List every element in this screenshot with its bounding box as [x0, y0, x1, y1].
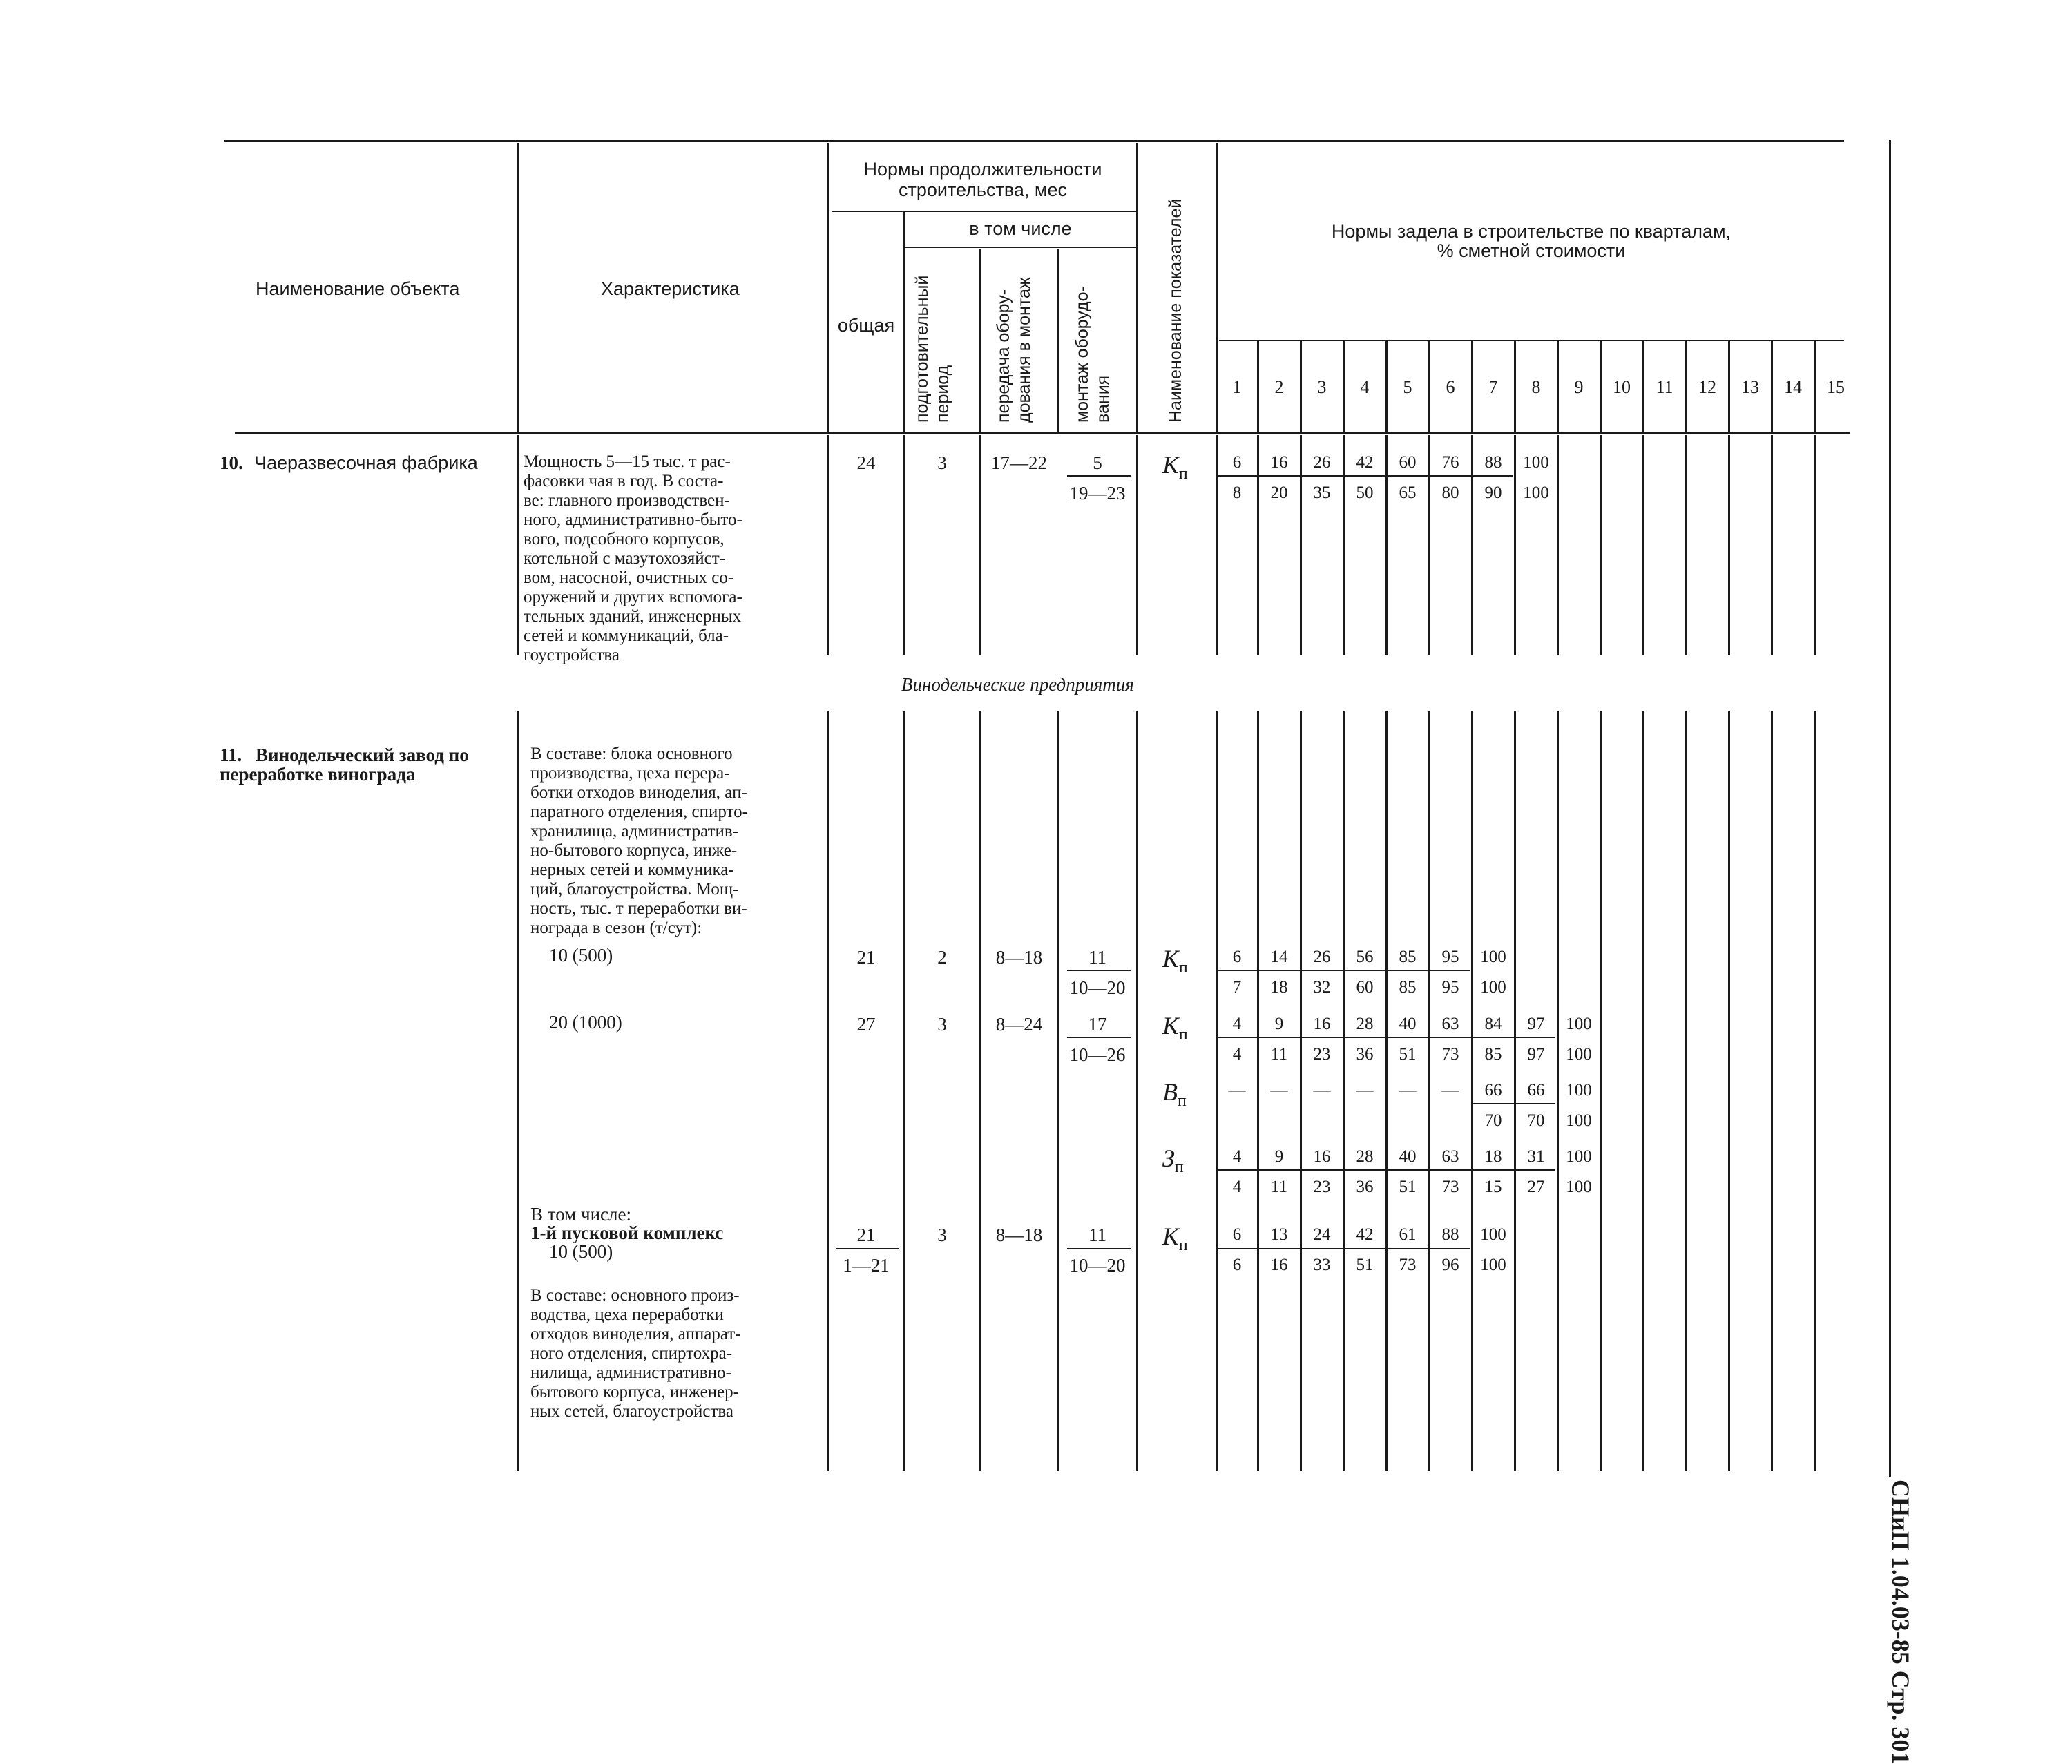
backlog-cell: — — [1313, 1081, 1331, 1100]
backlog-cell: 95 — [1441, 978, 1459, 997]
fraction-line — [836, 1248, 899, 1249]
row11-characteristics — [530, 745, 748, 938]
complex-prep: 3 — [937, 1225, 947, 1245]
backlog-cell: 65 — [1399, 483, 1417, 502]
section-title: Винодельческие предприятия — [901, 674, 1134, 695]
quarter-number: 11 — [1656, 377, 1673, 397]
row11a-indicator: $К_п$ — [1162, 945, 1188, 977]
body-vline — [1642, 435, 1644, 655]
text-line: бытового корпуса, инженер- — [530, 1383, 739, 1401]
complex-indicator: $К_п$ — [1162, 1223, 1188, 1255]
backlog-cell: — — [1399, 1081, 1417, 1100]
text-line: ций, благоустройства. Мощ- — [530, 880, 739, 899]
row10-install-bottom: 19—23 — [1069, 483, 1126, 504]
backlog-cell: 100 — [1480, 1225, 1506, 1244]
backlog-cell: 80 — [1441, 483, 1459, 502]
body-vline — [517, 435, 519, 655]
prep-period-header — [912, 276, 953, 423]
row11a-prep: 2 — [937, 947, 947, 968]
row11b-prep: 3 — [937, 1014, 947, 1035]
hdr-vline — [1057, 249, 1059, 433]
text-line: нограда в сезон (т/сут): — [530, 919, 702, 937]
body-vline — [1685, 435, 1687, 655]
backlog-cell: 85 — [1484, 1045, 1502, 1064]
row10-transfer: 17—22 — [991, 452, 1047, 473]
in-that-divider — [903, 247, 1136, 248]
backlog-cell: 100 — [1566, 1081, 1592, 1100]
body-vline — [1057, 711, 1059, 1471]
text-line: паратного отделения, спирто- — [530, 803, 748, 821]
backlog-cell: 23 — [1313, 1045, 1331, 1064]
text-line: вого, подсобного корпусов, — [524, 530, 725, 548]
backlog-cell: 42 — [1356, 1225, 1374, 1244]
body-vline — [903, 711, 905, 1471]
body-vline — [827, 711, 829, 1471]
text-line: В составе: основного произ- — [530, 1286, 740, 1305]
backlog-cell: 100 — [1523, 483, 1549, 502]
text-line: ного отделения, спиртохра- — [530, 1344, 733, 1363]
complex-transfer: 8—18 — [995, 1225, 1043, 1245]
backlog-cell: 97 — [1527, 1015, 1545, 1033]
body-vline — [979, 711, 981, 1471]
norms-duration-line1: Нормы продолжительности — [863, 159, 1102, 180]
backlog-cell: 50 — [1356, 483, 1374, 502]
backlog-cell: 26 — [1313, 948, 1331, 966]
backlog-cell: 60 — [1356, 978, 1374, 997]
complex-title: 1-й пусковой комплекс — [530, 1223, 724, 1243]
text-line: В составе: блока основного — [530, 745, 733, 763]
text-line: ного, административно-быто- — [524, 510, 742, 529]
equip-transfer-line1: передача обору- — [994, 289, 1013, 423]
backlog-cell: 8 — [1232, 483, 1242, 502]
fraction-line — [1067, 1248, 1131, 1249]
backlog-header-line1: Нормы задела в строительстве по кварталам, — [1331, 221, 1732, 242]
fraction-line — [1217, 1248, 1470, 1249]
fraction-line — [1217, 475, 1513, 477]
backlog-cell: 18 — [1484, 1147, 1502, 1166]
prep-period-line1: подготовительный — [912, 275, 932, 423]
backlog-cell: 6 — [1232, 1225, 1242, 1244]
quarter-number: 12 — [1698, 377, 1716, 397]
backlog-cell: 51 — [1399, 1045, 1417, 1064]
text-line: ность, тыс. т переработки ви- — [530, 899, 747, 918]
body-vline — [1600, 711, 1602, 1471]
backlog-cell: 18 — [1270, 978, 1288, 997]
backlog-cell: 9 — [1274, 1015, 1284, 1033]
backlog-cell: 42 — [1356, 453, 1374, 472]
norms-divider — [832, 211, 1136, 212]
text-line: нерных сетей и коммуника- — [530, 861, 734, 879]
row11b-v-indicator: $В_п$ — [1162, 1078, 1187, 1111]
backlog-cell: 40 — [1399, 1147, 1417, 1166]
body-vline — [1600, 435, 1602, 655]
backlog-cell: 4 — [1232, 1147, 1242, 1166]
equip-install-line1: монтаж оборудо- — [1073, 286, 1092, 423]
backlog-cell: 63 — [1441, 1015, 1459, 1033]
backlog-cell: 16 — [1313, 1147, 1331, 1166]
total-header: общая — [837, 315, 895, 336]
quarter-number: 7 — [1488, 377, 1498, 397]
body-vline — [1642, 711, 1644, 1471]
backlog-divider — [1219, 340, 1844, 341]
backlog-cell: 96 — [1441, 1256, 1459, 1274]
backlog-cell: 51 — [1356, 1256, 1374, 1274]
quarter-number: 8 — [1531, 377, 1541, 397]
backlog-cell: 6 — [1232, 948, 1242, 966]
row11-name-line1: Винодельческий завод по — [256, 745, 469, 765]
fraction-line — [1471, 1103, 1555, 1104]
quarter-number: 15 — [1827, 377, 1845, 397]
body-vline — [1728, 711, 1730, 1471]
header-bottom-rule — [235, 432, 1850, 434]
text-line: оружений и других вспомога- — [524, 588, 742, 606]
complex-intro: В том числе: — [530, 1204, 631, 1225]
row11b-transfer: 8—24 — [995, 1014, 1043, 1035]
backlog-cell: 56 — [1356, 948, 1374, 966]
fraction-line — [1217, 1169, 1555, 1171]
row11b-k-indicator: $К_п$ — [1162, 1012, 1188, 1044]
backlog-cell: 100 — [1566, 1147, 1592, 1166]
quarter-number: 14 — [1784, 377, 1802, 397]
backlog-cell: 63 — [1441, 1147, 1459, 1166]
body-vline — [1728, 435, 1730, 655]
row10-num: 10. — [220, 452, 243, 473]
backlog-cell: 73 — [1441, 1045, 1459, 1064]
in-that-header: в том числе — [969, 218, 1072, 239]
hdr-vline — [979, 249, 981, 433]
backlog-cell: 73 — [1441, 1178, 1459, 1196]
body-vline — [1136, 435, 1138, 655]
backlog-cell: 4 — [1232, 1015, 1242, 1033]
backlog-cell: 90 — [1484, 483, 1502, 502]
hdr-vline — [903, 212, 905, 433]
backlog-cell: 66 — [1527, 1081, 1545, 1100]
backlog-cell: 24 — [1313, 1225, 1331, 1244]
backlog-cell: 88 — [1484, 453, 1502, 472]
backlog-cell: 11 — [1270, 1045, 1288, 1064]
backlog-cell: 20 — [1270, 483, 1288, 502]
fraction-line — [1217, 1037, 1555, 1038]
complex-install-bottom: 10—20 — [1069, 1255, 1126, 1276]
backlog-cell: 76 — [1441, 453, 1459, 472]
body-vline — [1557, 435, 1559, 655]
body-vline — [1771, 435, 1773, 655]
backlog-cell: 97 — [1527, 1045, 1545, 1064]
row10-install-top: 5 — [1093, 452, 1102, 473]
right-border — [1889, 140, 1891, 1477]
text-line: Мощность 5—15 тыс. т рас- — [524, 452, 731, 471]
row10-total: 24 — [856, 452, 876, 473]
quarter-number: 6 — [1446, 377, 1455, 397]
backlog-cell: 100 — [1566, 1045, 1592, 1064]
backlog-cell: 9 — [1274, 1147, 1284, 1166]
row11a-transfer: 8—18 — [995, 947, 1043, 968]
row10-characteristics — [524, 452, 742, 665]
body-vline — [1685, 711, 1687, 1471]
row11a-label: 10 (500) — [549, 945, 613, 966]
row11b-install-bottom: 10—26 — [1069, 1044, 1126, 1065]
page-reference: СНиП 1.04.03-85 Стр. 301 — [1887, 1479, 1915, 1764]
backlog-header-line2: % сметной стоимости — [1437, 240, 1626, 261]
top-rule — [224, 140, 1844, 142]
row11-name-line2: переработке винограда — [220, 764, 416, 785]
complex-total-bottom: 1—21 — [843, 1255, 890, 1276]
indicator-header: Наименование показателей — [1166, 198, 1185, 423]
text-line: вом, насосной, очистных со- — [524, 568, 734, 587]
backlog-cell: 23 — [1313, 1178, 1331, 1196]
backlog-cell: 26 — [1313, 453, 1331, 472]
backlog-cell: — — [1441, 1081, 1459, 1100]
backlog-cell: 35 — [1313, 483, 1331, 502]
hdr-vline — [517, 143, 519, 433]
complex-label: 10 (500) — [549, 1241, 613, 1262]
backlog-cell: 4 — [1232, 1178, 1242, 1196]
backlog-cell: 14 — [1270, 948, 1288, 966]
backlog-cell: 61 — [1399, 1225, 1417, 1244]
backlog-cell: 31 — [1527, 1147, 1545, 1166]
quarter-number: 13 — [1741, 377, 1759, 397]
backlog-cell: 33 — [1313, 1256, 1331, 1274]
quarter-number: 4 — [1360, 377, 1370, 397]
text-line: фасовки чая в год. В соста- — [524, 472, 724, 490]
backlog-cell: 28 — [1356, 1147, 1374, 1166]
body-vline — [1814, 711, 1816, 1471]
backlog-cell: 6 — [1232, 453, 1242, 472]
backlog-cell: 100 — [1566, 1178, 1592, 1196]
text-line: ве: главного производствен- — [524, 491, 730, 510]
body-vline — [517, 711, 519, 1471]
backlog-cell: 7 — [1232, 978, 1242, 997]
text-line: отходов виноделия, аппарат- — [530, 1325, 741, 1343]
backlog-cell: 85 — [1399, 948, 1417, 966]
row11a-install-top: 11 — [1088, 947, 1106, 968]
row11b-install-top: 17 — [1088, 1014, 1107, 1035]
backlog-cell: 100 — [1566, 1015, 1592, 1033]
backlog-cell: 13 — [1270, 1225, 1288, 1244]
backlog-cell: 36 — [1356, 1045, 1374, 1064]
text-line: тельных зданий, инженерных — [524, 607, 742, 626]
text-line: хранилища, административ- — [530, 822, 739, 841]
backlog-cell: 100 — [1480, 1256, 1506, 1274]
equip-transfer-line2: дования в монтаж — [1015, 277, 1034, 423]
equip-transfer-header — [993, 277, 1035, 423]
text-line: котельной с мазутохозяйст- — [524, 549, 726, 568]
backlog-cell: 100 — [1480, 978, 1506, 997]
row11a-total: 21 — [856, 947, 876, 968]
row10-indicator: $К_п$ — [1162, 451, 1188, 483]
text-line: ных сетей, благоустройства — [530, 1402, 733, 1421]
text-line: но-бытового корпуса, инже- — [530, 841, 738, 860]
backlog-cell: 36 — [1356, 1178, 1374, 1196]
backlog-cell: 32 — [1313, 978, 1331, 997]
backlog-cell: 40 — [1399, 1015, 1417, 1033]
backlog-cell: 70 — [1484, 1111, 1502, 1130]
row11-num: 11. — [220, 745, 242, 765]
backlog-cell: 27 — [1527, 1178, 1545, 1196]
complex-total-top: 21 — [856, 1225, 876, 1245]
quarter-number: 9 — [1574, 377, 1584, 397]
row11b-z-indicator: $З_п$ — [1162, 1144, 1184, 1177]
fraction-line — [1067, 475, 1131, 477]
text-line: сетей и коммуникаций, бла- — [524, 626, 729, 645]
backlog-cell: — — [1228, 1081, 1246, 1100]
body-vline — [1136, 711, 1138, 1471]
backlog-cell: — — [1270, 1081, 1288, 1100]
row11b-label: 20 (1000) — [549, 1012, 622, 1033]
backlog-cell: 85 — [1399, 978, 1417, 997]
backlog-cell: 15 — [1484, 1178, 1502, 1196]
quarter-number: 3 — [1317, 377, 1327, 397]
row10-name: Чаеразвесочная фабрика — [254, 452, 478, 473]
col-name-header: Наименование объекта — [256, 278, 460, 299]
backlog-cell: 6 — [1232, 1256, 1242, 1274]
backlog-cell: 100 — [1480, 948, 1506, 966]
backlog-cell: 60 — [1399, 453, 1417, 472]
backlog-cell: 70 — [1527, 1111, 1545, 1130]
backlog-cell: 66 — [1484, 1081, 1502, 1100]
fraction-line — [1067, 1037, 1131, 1038]
quarter-number: 1 — [1232, 377, 1242, 397]
backlog-cell: — — [1356, 1081, 1374, 1100]
backlog-cell: 11 — [1270, 1178, 1288, 1196]
backlog-cell: 73 — [1399, 1256, 1417, 1274]
backlog-cell: 16 — [1270, 1256, 1288, 1274]
backlog-cell: 16 — [1270, 453, 1288, 472]
text-line: гоустройства — [524, 646, 620, 664]
backlog-cell: 95 — [1441, 948, 1459, 966]
backlog-cell: 16 — [1313, 1015, 1331, 1033]
row10-prep: 3 — [937, 452, 947, 473]
equip-install-header — [1072, 286, 1113, 423]
prep-period-line2: период — [933, 365, 952, 423]
text-line: водства, цеха переработки — [530, 1305, 724, 1324]
complex-install-top: 11 — [1088, 1225, 1106, 1245]
text-line: ботки отходов виноделия, ап- — [530, 783, 747, 802]
backlog-cell: 28 — [1356, 1015, 1374, 1033]
backlog-cell: 88 — [1441, 1225, 1459, 1244]
fraction-line — [1067, 970, 1131, 971]
quarter-number: 2 — [1274, 377, 1284, 397]
text-line: производства, цеха перера- — [530, 764, 730, 783]
row11b-total: 27 — [856, 1014, 876, 1035]
text-line: нилища, административно- — [530, 1363, 731, 1382]
backlog-cell: 84 — [1484, 1015, 1502, 1033]
norms-duration-line2: строительства, мес — [899, 180, 1067, 200]
quarter-number: 10 — [1613, 377, 1631, 397]
backlog-cell: 4 — [1232, 1045, 1242, 1064]
backlog-cell: 100 — [1566, 1111, 1592, 1130]
body-vline — [1814, 435, 1816, 655]
backlog-cell: 100 — [1523, 453, 1549, 472]
backlog-cell: 51 — [1399, 1178, 1417, 1196]
body-vline — [1771, 711, 1773, 1471]
quarter-number: 5 — [1403, 377, 1412, 397]
col-char-header: Характеристика — [601, 278, 740, 299]
fraction-line — [1217, 970, 1470, 971]
row11a-install-bottom: 10—20 — [1069, 977, 1126, 998]
equip-install-line2: вания — [1093, 375, 1113, 423]
complex-description — [530, 1286, 741, 1421]
